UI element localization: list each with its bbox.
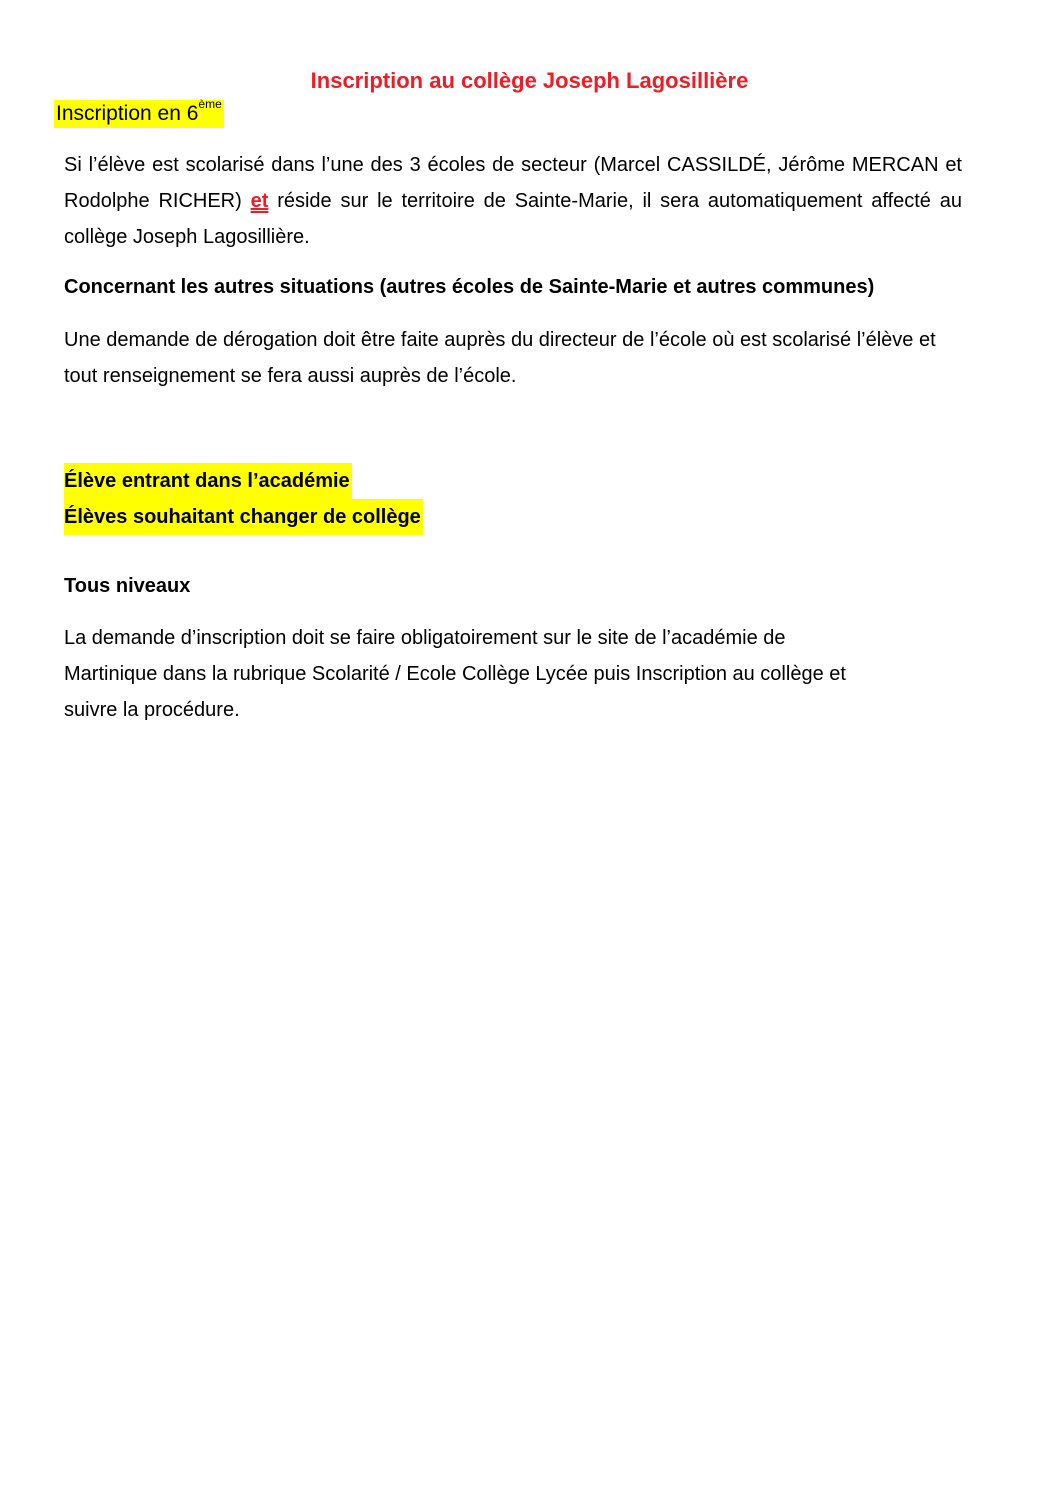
- paragraph-secteur: [64, 147, 962, 255]
- subheading-tous-niveaux: Tous niveaux: [64, 575, 191, 597]
- document-title: Inscription au collège Joseph Lagosillière: [310, 68, 749, 93]
- paragraph-inscription-line1: La demande d’inscription doit se faire obligatoirement sur le site de l’académie de: [64, 627, 786, 649]
- paragraph-inscription: [64, 620, 984, 728]
- emphasis-et: et: [250, 190, 269, 212]
- heading-changer-college: Élèves souhaitant changer de collège: [64, 499, 423, 535]
- section-heading-6eme: [54, 97, 224, 128]
- paragraph-secteur-part2: réside sur le territoire de Sainte-Marie, il sera automatiquement affecté au collège Joseph Lagosillière.: [64, 190, 962, 248]
- section-heading-6eme-text: Inscription en 6: [56, 102, 199, 125]
- section-heading-6eme-superscript: ème: [198, 97, 222, 111]
- paragraph-derogation: Une demande de dérogation doit être faite auprès du directeur de l’école où est scolarisé l’élève et tout renseignement se fera aussi auprès de l’école.: [64, 329, 936, 387]
- paragraph-inscription-line3: suivre la procédure.: [64, 699, 240, 721]
- paragraph-inscription-line2: Martinique dans la rubrique Scolarité / Ecole Collège Lycée puis Inscription au collège et: [64, 663, 846, 685]
- subheading-autres-situations: Concernant les autres situations (autres écoles de Sainte-Marie et autres communes): [64, 276, 875, 298]
- section-heading-academie: [64, 463, 962, 535]
- paragraph-secteur-part1: Si l’élève est scolarisé dans l’une des 3 écoles de secteur (Marcel CASSILDÉ, Jérôme MERCAN et Rodolphe RICHER): [64, 154, 962, 212]
- heading-eleve-entrant: Élève entrant dans l’académie: [64, 463, 352, 499]
